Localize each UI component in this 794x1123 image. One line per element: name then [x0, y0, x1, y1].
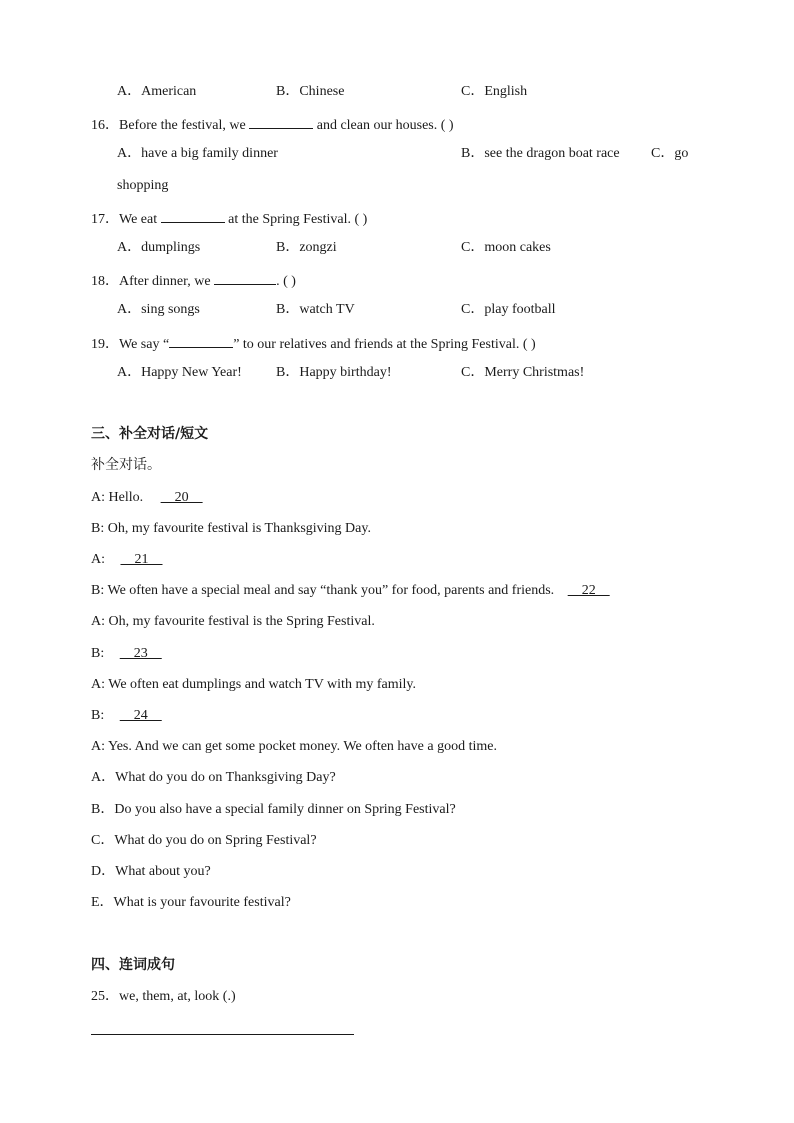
- q19-stem-pre: 19．We say “: [91, 337, 170, 352]
- q15-option-c: C．English: [461, 84, 528, 99]
- q18-option-b: B．watch TV: [276, 302, 355, 317]
- q19-option-b: B．Happy birthday!: [276, 365, 392, 380]
- q18-option-a: A．sing songs: [117, 302, 200, 317]
- dialogue-line-4: [91, 582, 610, 600]
- q19-option-a: A．Happy New Year!: [117, 365, 242, 380]
- dialogue-line-6-speaker: B:: [91, 646, 105, 661]
- dialogue-line-8: [91, 707, 162, 725]
- dialogue-line-6: [91, 645, 162, 663]
- dialogue-option-a: A．What do you do on Thanksgiving Day?: [91, 770, 336, 785]
- dialogue-line-5: A: Oh, my favourite festival is the Spring Festival.: [91, 614, 375, 629]
- dialogue-line-3: [91, 551, 163, 569]
- q15-option-b: B．Chinese: [276, 84, 345, 99]
- q16-option-a: A．have a big family dinner: [117, 146, 278, 161]
- dialogue-option-e: E．What is your favourite festival?: [91, 895, 291, 910]
- q16-option-c: C．go: [651, 146, 689, 161]
- q16-stem: [91, 114, 454, 135]
- dialogue-line-8-speaker: B:: [91, 708, 105, 723]
- q18-blank[interactable]: [214, 270, 276, 285]
- q16-option-c-continued: shopping: [117, 178, 169, 193]
- dialogue-option-b: B．Do you also have a special family dinner on Spring Festival?: [91, 802, 456, 817]
- q19-option-c: C．Merry Christmas!: [461, 365, 585, 380]
- dialogue-line-2: B: Oh, my favourite festival is Thanksgiving Day.: [91, 521, 371, 536]
- dialogue-option-c: C．What do you do on Spring Festival?: [91, 833, 317, 848]
- section4-heading: 四、连词成句: [91, 957, 175, 973]
- dialogue-line-1-text: A: Hello.: [91, 490, 144, 505]
- q15-option-a: A．American: [117, 84, 197, 99]
- dialogue-line-7: A: We often eat dumplings and watch TV with my family.: [91, 677, 416, 692]
- q18-stem-pre: 18．After dinner, we: [91, 274, 211, 289]
- q18-stem-post: . ( ): [276, 274, 296, 289]
- dialogue-option-d: D．What about you?: [91, 864, 211, 879]
- q16-stem-post: and clean our houses. ( ): [316, 118, 454, 133]
- q18-option-c: C．play football: [461, 302, 556, 317]
- dialogue-line-3-speaker: A:: [91, 552, 105, 567]
- q19-stem-post: ” to our relatives and friends at the Spring Festival. ( ): [233, 337, 536, 352]
- q17-option-c: C．moon cakes: [461, 240, 551, 255]
- q17-stem-post: at the Spring Festival. ( ): [228, 212, 368, 227]
- dialogue-line-9: A: Yes. And we can get some pocket money. We often have a good time.: [91, 739, 497, 754]
- blank-21[interactable]: 21: [120, 552, 163, 567]
- dialogue-line-1: [91, 489, 203, 507]
- q25-stem: 25．we, them, at, look (.): [91, 989, 236, 1004]
- q18-stem: [91, 270, 296, 291]
- blank-24[interactable]: 24: [119, 708, 162, 723]
- section3-instruction: 补全对话。: [91, 457, 161, 473]
- blank-20[interactable]: 20: [160, 490, 203, 505]
- section3-heading: 三、补全对话/短文: [91, 426, 209, 442]
- q19-blank[interactable]: [169, 333, 233, 348]
- q16-blank[interactable]: [249, 114, 313, 129]
- blank-22[interactable]: 22: [567, 583, 610, 598]
- dialogue-line-4-text: B: We often have a special meal and say “thank you” for food, parents and friends.: [91, 583, 555, 598]
- q16-option-b: B．see the dragon boat race: [461, 146, 620, 161]
- q19-stem: [91, 333, 536, 354]
- q17-stem-pre: 17．We eat: [91, 212, 158, 227]
- blank-23[interactable]: 23: [119, 646, 162, 661]
- q17-option-a: A．dumplings: [117, 240, 201, 255]
- q17-stem: [91, 208, 367, 229]
- q25-answer-line[interactable]: [91, 1034, 354, 1035]
- q17-option-b: B．zongzi: [276, 240, 337, 255]
- q16-stem-pre: 16．Before the festival, we: [91, 118, 246, 133]
- q17-blank[interactable]: [161, 208, 225, 223]
